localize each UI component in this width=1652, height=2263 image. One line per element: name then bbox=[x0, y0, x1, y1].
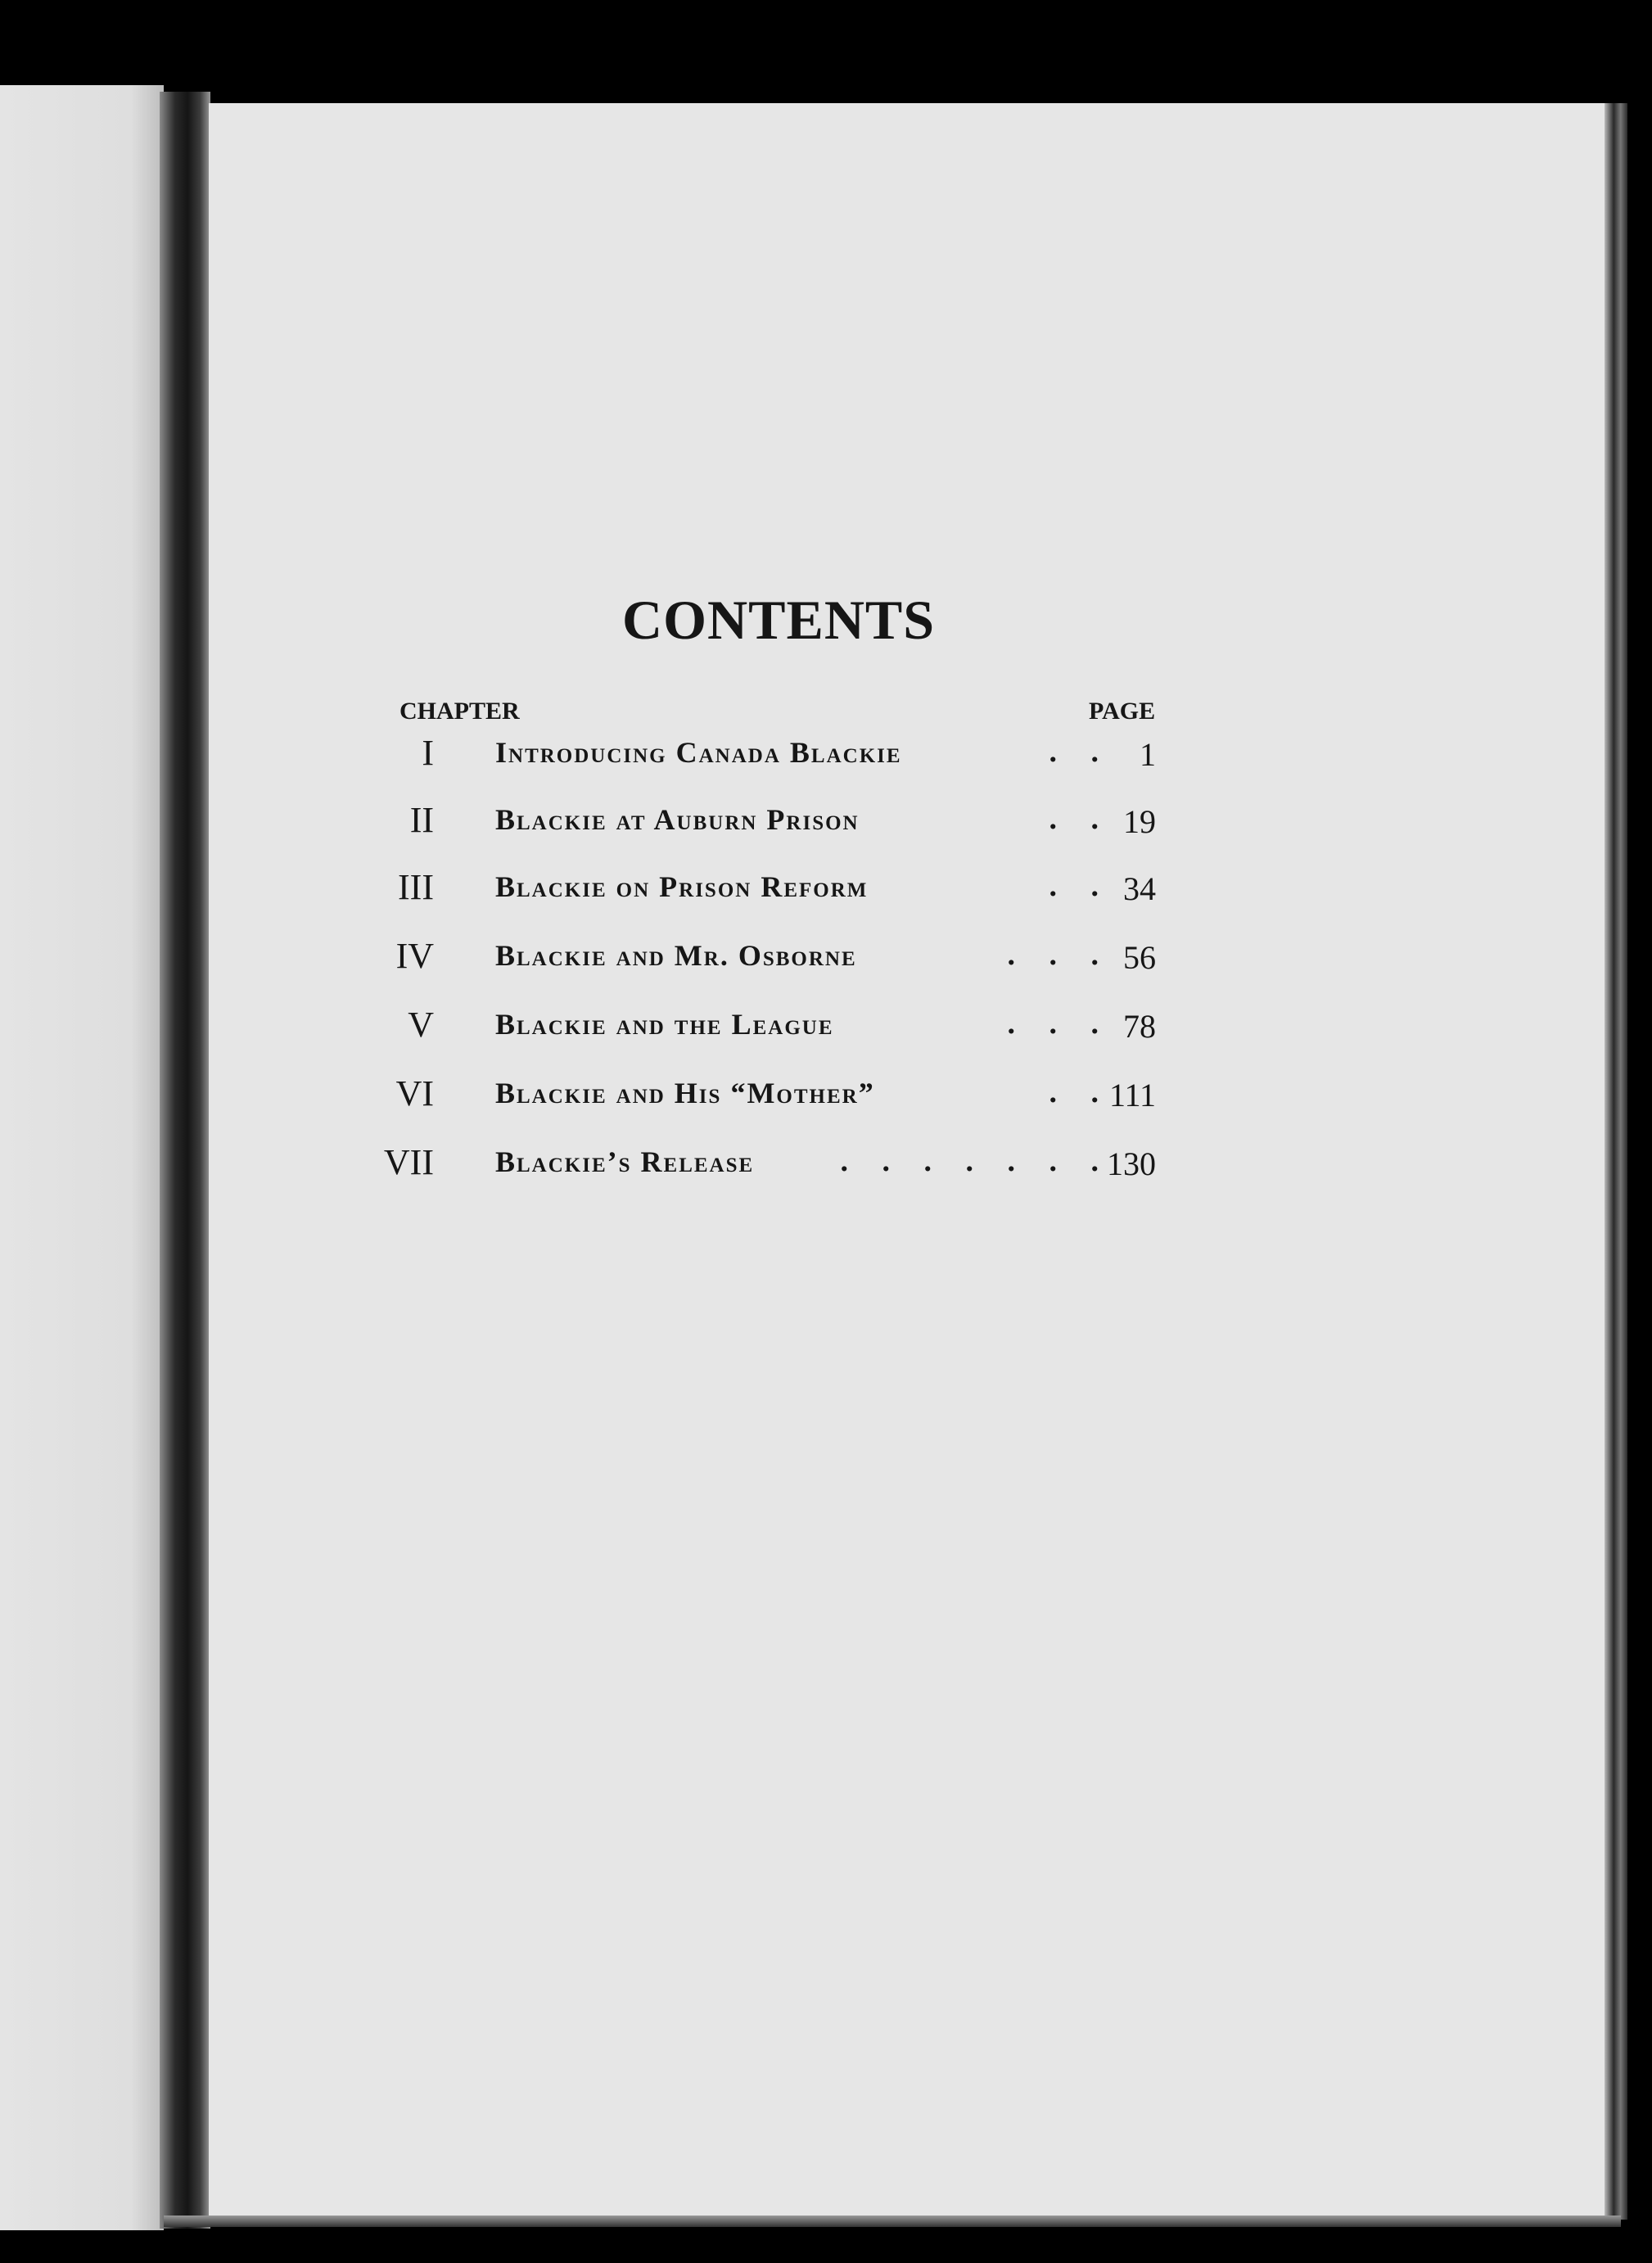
page-edge bbox=[1605, 103, 1627, 2220]
chapter-number: VI bbox=[395, 1073, 434, 1113]
toc-entry bbox=[385, 799, 1171, 856]
left-page bbox=[0, 85, 164, 2230]
chapter-number: IV bbox=[395, 936, 434, 976]
chapter-title: Blackie and Mr. Osborne bbox=[495, 939, 857, 972]
chapter-title: Introducing Canada Blackie bbox=[495, 736, 902, 769]
page-number: 34 bbox=[1123, 870, 1156, 907]
chapter-number: V bbox=[408, 1005, 434, 1045]
dot-leaders: . . bbox=[1049, 734, 1112, 769]
page-column-heading: PAGE bbox=[1089, 698, 1156, 725]
dot-leaders: . . . bbox=[1007, 937, 1112, 972]
chapter-title: Blackie on Prison Reform bbox=[495, 870, 869, 903]
page-number: 78 bbox=[1123, 1008, 1156, 1045]
chapter-title: Blackie and His “Mother” bbox=[495, 1077, 875, 1109]
dot-leaders: . . . bbox=[1007, 1006, 1112, 1041]
dot-leaders: . . bbox=[1049, 1075, 1112, 1109]
toc-entry bbox=[385, 935, 1171, 992]
toc-entry bbox=[385, 1141, 1171, 1199]
chapter-column-heading: CHAPTER bbox=[399, 698, 520, 725]
page-number: 1 bbox=[1140, 736, 1156, 773]
toc-entry bbox=[385, 732, 1171, 789]
page-title: CONTENTS bbox=[622, 589, 936, 651]
page-bottom-edge bbox=[164, 2216, 1621, 2227]
toc-entry bbox=[385, 866, 1171, 924]
chapter-number: VII bbox=[383, 1142, 434, 1182]
toc-entry bbox=[385, 1073, 1171, 1130]
book-gutter bbox=[160, 92, 210, 2229]
page-number: 130 bbox=[1107, 1145, 1156, 1182]
chapter-number: II bbox=[409, 800, 434, 840]
chapter-title: Blackie and the League bbox=[495, 1008, 834, 1041]
dot-leaders: . . bbox=[1049, 869, 1112, 903]
page-number: 111 bbox=[1108, 1077, 1156, 1113]
chapter-number: I bbox=[422, 733, 434, 773]
toc-entry bbox=[385, 1004, 1171, 1061]
chapter-title: Blackie’s Release bbox=[495, 1145, 755, 1178]
page-number: 56 bbox=[1123, 939, 1156, 976]
dot-leaders: . . bbox=[1049, 802, 1112, 836]
chapter-number: III bbox=[398, 867, 434, 907]
chapter-title: Blackie at Auburn Prison bbox=[495, 803, 860, 836]
dot-leaders: . . . . . . . bbox=[840, 1144, 1112, 1178]
page-number: 19 bbox=[1123, 803, 1156, 840]
